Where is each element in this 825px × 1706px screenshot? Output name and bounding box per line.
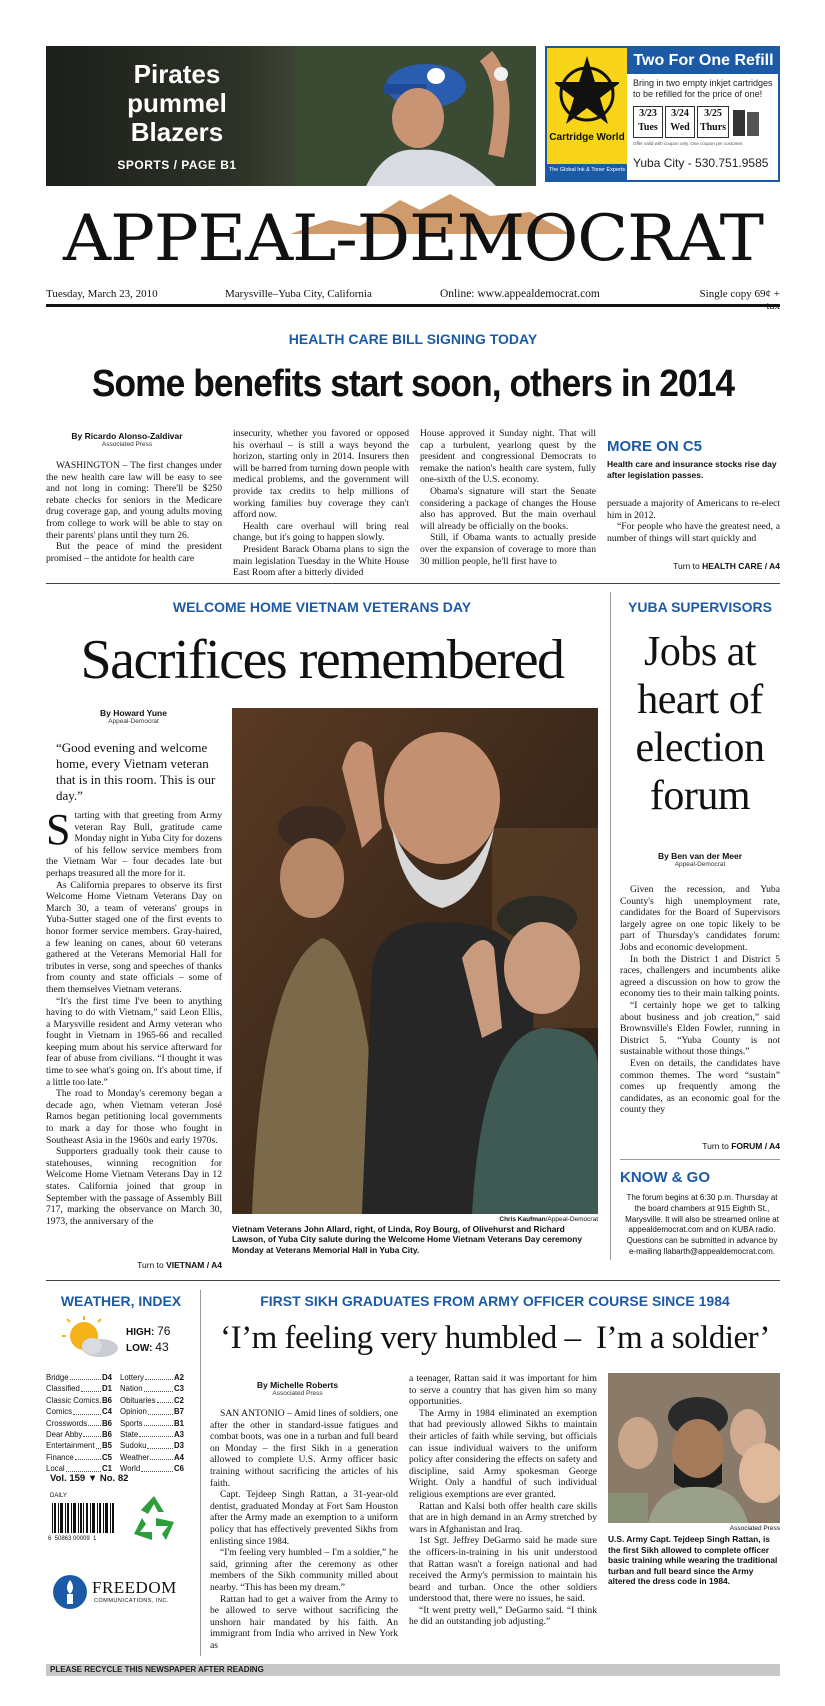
vets-turn-target: VIETNAM / A4 (166, 1260, 222, 1270)
barcode-icon (50, 1503, 116, 1537)
ad-dates (633, 106, 761, 138)
lead-col3-p3: Still, if Obama wants to actually preside over the expansion of coverage to more than 30 million people, he'll first have to (420, 532, 596, 567)
masthead-price: Single copy 69¢ + (699, 288, 780, 300)
yuba-kicker: YUBA SUPERVISORS (628, 599, 772, 615)
soldier-photo (608, 1373, 780, 1523)
yuba-turn-label: Turn to (702, 1141, 732, 1151)
vets-para-1: As California prepares to observe its first Welcome Home Vietnam Veterans Day on March 30, a team of veterans' groups in Yuba-Sutter staged one of the first events to honor former service members. Gray-haired, a few leaning on canes, about 60 veterans gathered at the Veterans Memorial Hall for tributes in verse, song and speeches of thanks from county and state officials – some of them themselves Vietnam veterans. (46, 879, 222, 995)
know-go-text: The forum begins at 6:30 p.m. Thursday at the board chambers at 915 Eighth St., Marysville. It will also be streamed online at appealdemocrat.com and on KUBA radio. Questions can be submitted in advance by e-mailing llabarth@appealdemocrat.com. (625, 1193, 779, 1256)
masthead-city: Marysville–Yuba City, California (225, 288, 372, 300)
lead-turn[interactable] (607, 561, 780, 571)
yuba-para-3: “I certainly hope we get to talking about business and job creation,” said Brownsville's Elden Fowler, running in District 5. “Yuba County is not sustainable without those things.” (620, 999, 780, 1058)
weather-high-value: 76 (157, 1324, 171, 1338)
index-item[interactable]: Obituaries C2 (120, 1395, 184, 1405)
weather-title: WEATHER, INDEX (60, 1293, 182, 1309)
vets-column-divider (610, 592, 611, 1260)
vets-byline (46, 708, 221, 725)
sikh-photo-credit: Associated Press (729, 1525, 780, 1532)
ad-day-3: Thurs (699, 122, 727, 133)
index-item[interactable]: Finance C5 (46, 1452, 112, 1462)
index-item[interactable]: Dear Abby B6 (46, 1430, 112, 1440)
lead-col2-p2: Health care overhaul will bring real change, but it's going to happen slowly. (233, 520, 409, 544)
sikh-col1-p2: Capt. Tejdeep Singh Rattan, a 31-year-old dentist, graduated Monday at Fort Sam Houston after the Army made an exemption to a uniform policy that has effectively prevented Sikhs from enlisting since 1984. (210, 1489, 398, 1547)
weather-high-label: HIGH: (126, 1327, 155, 1338)
yuba-headline-line-4: forum (649, 773, 751, 819)
sikh-col2-p4: 1st Sgt. Jeffrey DeGarmo said he made sure the officers-in-training in his unit understood that Rattan wasn't a foreign national and had received the Army's permission to maintain his beard and turban. Once the other soldiers understood that, there were no issues, he said. (409, 1535, 597, 1605)
masthead-online[interactable]: Online: www.appealdemocrat.com (440, 288, 600, 300)
middle-bottom-rule (46, 1280, 780, 1281)
sikh-kicker: FIRST SIKH GRADUATES FROM ARMY OFFICER COURSE SINCE 1984 (260, 1293, 730, 1309)
lead-col2-p3: President Barack Obama plans to sign the main legislation Tuesday in the White House East Room after a bitterly divided (233, 543, 409, 579)
vets-drop-cap: S (46, 810, 71, 854)
ad-date-1: 3/23 (639, 108, 657, 119)
sikh-col1-p1: SAN ANTONIO – Amid lines of soldiers, one after the other in standard-issue fatigues and combat boots, was one in a turban and full beard on Monday – the first Sikh in a generation allowed to complete U.S. Army officer basic training without sacrificing the articles of his faith. (210, 1408, 398, 1489)
know-go-title: KNOW & GO (620, 1169, 710, 1186)
ad-date-2: 3/24 (671, 108, 689, 119)
lead-col4-p2: “For people who have the greatest need, a number of things will start quickly and (607, 521, 780, 544)
volume-number: Vol. 159 ▼ No. 82 (50, 1473, 129, 1484)
masthead-date: Tuesday, March 23, 2010 (46, 288, 158, 300)
sun-cloud-icon (62, 1316, 122, 1360)
more-on-c5-box[interactable] (607, 438, 780, 481)
weather-low (126, 1340, 169, 1354)
index-item[interactable]: Opinion B7 (120, 1407, 184, 1417)
promo-headline-3: Blazers (130, 117, 224, 147)
yuba-byline-name: By Ben van der Meer (657, 851, 743, 861)
vets-para-2: “It's the first time I've been to anything having to do with Vietnam,” said Leon Ellis, a Marysville resident and Army veteran who fought in Vietnam in 1965-66 and recalled keeping mum about his service afterward for fear of abuse from civilians. “I thought it was time to see what's going on. It's about time, if a little too late.” (46, 995, 222, 1088)
vets-pull-quote: “Good evening and welcome home, every Vietnam veteran that is in this room. This is our day.” (56, 740, 216, 803)
vets-caption: Vietnam Veterans John Allard, right, of Linda, Roy Bourg, of Olivehurst and Richard Lawson, of Yuba City salute during the Welcome Home Vietnam Veterans Day ceremony Monday at Veterans Memorial Hall in Yuba City. (232, 1224, 582, 1255)
lead-col3-p1: House approved it Sunday night. That will cap a turbulent, yearlong quest by the president and congressional Democrats to remake the nation's health care system, fully one-sixth of the U.S. economy. (420, 428, 596, 486)
lead-turn-target: HEALTH CARE / A4 (702, 561, 780, 571)
lead-col-3 (420, 428, 596, 567)
sikh-col2-p2: The Army in 1984 eliminated an exemption that had previously allowed Sikhs to maintain their articles of faith while serving, but officials can issue individual waivers to the uniform policy after considering the effects on safety and discipline, said Army spokesman George Wright. Only a handful of such individual religious exemptions are ever granted. (409, 1407, 597, 1500)
yuba-headline[interactable] (620, 628, 780, 820)
yuba-byline (620, 851, 780, 868)
vets-kicker: WELCOME HOME VIETNAM VETERANS DAY (172, 599, 472, 615)
sikh-col2-p3: Rattan and Kalsi both offer health care skills that are in high demand in an Army stretched by wars in Afghanistan and Iraq. (409, 1500, 597, 1535)
yuba-headline-line-1: Jobs at (644, 629, 756, 675)
cartridge-world-ad[interactable] (545, 46, 780, 182)
ad-day-2: Wed (670, 122, 690, 133)
vets-turn[interactable] (46, 1260, 222, 1270)
vets-turn-label: Turn to (137, 1260, 167, 1270)
yuba-byline-org: Appeal-Democrat (674, 861, 726, 868)
index-item[interactable]: Crosswords B6 (46, 1418, 112, 1428)
index-left (46, 1373, 112, 1476)
freedom-logo-icon (52, 1574, 88, 1610)
ad-body: Bring in two empty inkjet cartridges to be refilled for the price of one! (633, 78, 773, 99)
lead-col1-p1: WASHINGTON – The first changes under the new health care law will be easy to see and not long in coming: There'll be $250 rebate checks for seniors in the Medicare drug coverage gap, and young adults moving from college to work will be able to stay on their parents' plans until they turn 26. (46, 460, 222, 541)
index-item[interactable]: Classified D1 (46, 1384, 112, 1394)
yuba-para-2: In both the District 1 and District 5 races, challengers and incumbents alike agreed a discussion on how to grow the economy ties to their main talking points. (620, 953, 780, 1000)
yuba-turn-target: FORUM / A4 (731, 1141, 780, 1151)
star-logo-icon (555, 54, 619, 126)
vets-credit-name: Chris Kaufman (499, 1216, 546, 1223)
recycle-icon (128, 1494, 180, 1544)
index-item[interactable]: Comics C4 (46, 1407, 112, 1417)
vets-body (46, 810, 222, 1227)
yuba-turn[interactable] (620, 1141, 780, 1151)
know-go-rule (620, 1159, 780, 1160)
index-item[interactable]: Bridge D4 (46, 1373, 112, 1382)
sikh-byline-org: Associated Press (272, 1390, 323, 1397)
index-item[interactable]: Entertainment B5 (46, 1441, 112, 1451)
sikh-col-1 (210, 1408, 398, 1651)
lead-col-1 (46, 460, 222, 564)
lead-col2-p1: insecurity, whether you favored or opposed his overhaul – is still a ways beyond the horizon, starting only in 2014. Insurers then will be barred from turning down people with medical problems, and the government will provide tax credits to help millions of working families buy coverage they can't afford now. (233, 428, 409, 521)
freedom-name: FREEDOM (92, 1578, 177, 1597)
index-item[interactable]: State A3 (120, 1430, 184, 1440)
sikh-byline-name: By Michelle Roberts (256, 1380, 339, 1390)
vets-photo-credit (232, 1216, 598, 1223)
index-item[interactable]: Lottery A2 (120, 1373, 184, 1382)
vets-credit-org: /Appeal-Democrat (545, 1216, 598, 1223)
lead-col-4 (607, 498, 780, 544)
sports-promo[interactable] (46, 46, 536, 186)
ad-day-1: Tues (638, 122, 658, 133)
lead-col-2 (233, 428, 409, 579)
weather-low-label: LOW: (126, 1343, 153, 1354)
yuba-headline-line-2: heart of (637, 677, 763, 723)
promo-headline-2: pummel (127, 88, 227, 118)
lead-kicker: HEALTH CARE BILL SIGNING TODAY (288, 331, 538, 347)
sikh-col1-p4: Rattan had to get a waiver from the Army to be allowed to serve without sacrificing the unshorn hair mandated by his faith. An immigrant from India who arrived in New York as (210, 1593, 398, 1651)
sikh-caption: U.S. Army Capt. Tejdeep Singh Rattan, is the first Sikh allowed to complete officer basic training while wearing the traditional turban and full beard since the Army altered the dress code in 1984. (608, 1534, 778, 1587)
more-text: Health care and insurance stocks rise day after legislation passes. (607, 459, 777, 480)
ad-fine-print: Offer valid with coupon only. One coupon per customer. (633, 141, 744, 146)
weather-high (126, 1324, 170, 1338)
index-item[interactable]: Classic Comics B6 (46, 1395, 112, 1405)
lead-turn-label: Turn to (673, 561, 703, 571)
ad-title: Two For One Refill (627, 48, 780, 74)
barcode-number: 6 50863 00009 1 (48, 1536, 97, 1542)
ad-brand-tagline: The Global Ink & Toner Experts (547, 164, 627, 182)
vets-byline-org: Appeal-Democrat (108, 718, 159, 725)
vets-first-para: tarting with that greeting from Army veteran Ray Bull, gratitude came Monday night in Yuba City for dozens of his fellow service members from the Vietnam War – four decades late but perhaps treasured all the more for it. (46, 810, 222, 879)
index-item[interactable]: Sports B1 (120, 1418, 184, 1428)
recycle-footer-text: PLEASE RECYCLE THIS NEWSPAPER AFTER READING (50, 1665, 264, 1674)
sikh-col1-p3: “I'm feeling very humbled – I'm a soldier,” he said, grinning after the ceremony as other members of the Sikh community milled about nearby. “This has been my dream.” (210, 1547, 398, 1593)
masthead-rule (46, 304, 780, 307)
lead-col3-p2: Obama's signature will start the Senate considering a package of changes the House also has approved. But the main overhaul will already be officially on the books. (420, 485, 596, 532)
index-item[interactable]: World C6 (120, 1464, 184, 1474)
ad-date-3: 3/25 (704, 108, 722, 119)
ad-logo-panel (547, 48, 627, 182)
sikh-byline (210, 1380, 385, 1397)
ad-location: Yuba City - 530.751.9585 (633, 156, 769, 170)
masthead-title: APPEAL-DEMOCRAT (63, 202, 763, 276)
index-item[interactable]: Sudoku D3 (120, 1441, 184, 1451)
recycle-footer (46, 1664, 780, 1676)
yuba-body (620, 884, 780, 1116)
weather-low-value: 43 (155, 1340, 169, 1354)
yuba-para-4: Even on details, the candidates have common themes. The word “sustain” comes up frequently among the candidates, as an economic goal for the county they (620, 1057, 780, 1116)
lead-bottom-rule (46, 583, 780, 584)
lead-col4-p1: persuade a majority of Americans to re-elect him in 2012. (607, 498, 780, 521)
index-item[interactable]: Weather A4 (120, 1452, 184, 1462)
vets-byline-name: By Howard Yune (100, 708, 167, 718)
more-title: MORE ON C5 (607, 438, 703, 455)
veterans-photo (232, 708, 598, 1214)
cartridge-icon (731, 106, 761, 138)
sikh-col2-p1: a teenager, Rattan said it was important for him to serve a country that has given him so many opportunities. (409, 1373, 597, 1408)
sikh-col2-p5: “It went pretty well,” DeGarmo said. “I think he did an outstanding job adjusting.” (409, 1604, 597, 1628)
lead-col1-p2: But the peace of mind the president promised – the antidote for health care (46, 541, 222, 564)
lead-headline[interactable]: Some benefits start soon, others in 2014 (91, 363, 735, 405)
pitcher-photo (296, 46, 536, 186)
promo-headline-1: Pirates (133, 59, 221, 89)
index-right (120, 1373, 184, 1476)
vets-para-4: Supporters gradually took their cause to statehouses, winning recognition for Welcome Home Vietnam Veterans Day in 12 states. California joined that group in September with the passage of Assembly Bill 717, marking the observance on March 30, 1973, the anniversary of the (46, 1146, 222, 1227)
sikh-headline[interactable]: ‘I’m feeling very humbled – I’m a soldier’ (220, 1320, 770, 1356)
vets-para-3: The road to Monday's ceremony began a decade ago, when Vietnam veteran José Ramos began petitioning local governments to mark a day for those who fought in Southeast Asia in the 1960s and early 1970s. (46, 1088, 222, 1146)
freedom-sub: COMMUNICATIONS, INC. (94, 1598, 169, 1604)
promo-section: SPORTS / PAGE B1 (117, 158, 237, 172)
daily-label: DAILY (50, 1493, 67, 1499)
index-item[interactable]: Nation C3 (120, 1384, 184, 1394)
lead-byline-name: By Ricardo Alonso-Zaldivar (71, 431, 183, 441)
yuba-headline-line-3: election (635, 725, 765, 771)
vets-headline[interactable]: Sacrifices remembered (80, 629, 564, 691)
lead-byline (46, 431, 208, 448)
ad-brand: Cartridge World (549, 132, 625, 143)
weather-column-divider (200, 1290, 201, 1656)
yuba-para-1: Given the recession, and Yuba County's high unemployment rate, candidates for the Board of Supervisors largely agree on one topic likely to be part of Thursday's candidates forum: Jobs and economic development. (620, 884, 780, 953)
sikh-col-2 (409, 1373, 597, 1628)
lead-byline-org: Associated Press (101, 441, 153, 448)
index-item[interactable]: Local C1 (46, 1464, 112, 1474)
